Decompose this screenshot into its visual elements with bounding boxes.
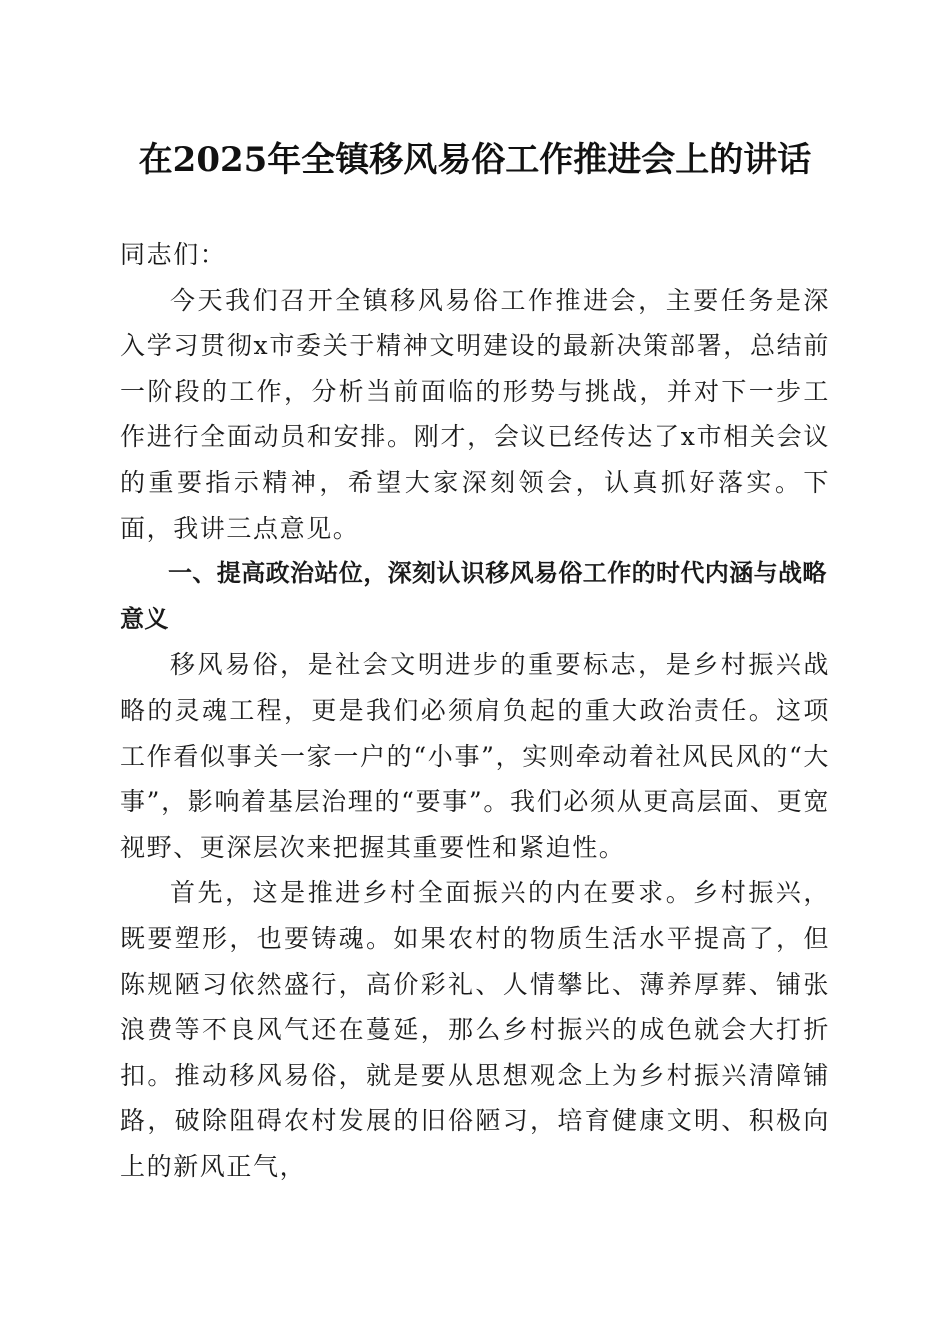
document-title: 在2025年全镇移风易俗工作推进会上的讲话 bbox=[138, 140, 812, 180]
section-heading: 一、提高政治站位，深刻认识移风易俗工作的时代内涵与战略意义 bbox=[120, 559, 827, 633]
section-paragraph: 移风易俗，是社会文明进步的重要标志，是乡村振兴战略的灵魂工程，更是我们必须肩负起的重大政治责任。这项工作看似事关一家一户的“小事”，实则牵动着社风民风的“大事”，影响着基层治理的“要事”。我们必须从更高层面、更宽视野、更深层次来把握其重要性和紧迫性。 bbox=[120, 650, 830, 862]
section-paragraph: 首先，这是推进乡村全面振兴的内在要求。乡村振兴，既要塑形，也要铸魂。如果农村的物质生活水平提高了，但陈规陋习依然盛行，高价彩礼、人情攀比、薄养厚葬、铺张浪费等不良风气还在蔓延，那么乡村振兴的成色就会大打折扣。推动移风易俗，就是要从思想观念上为乡村振兴清障铺路，破除阻碍农村发展的旧俗陋习，培育健康文明、积极向上的新风正气， bbox=[120, 878, 830, 1181]
document-body bbox=[120, 232, 830, 1189]
intro-paragraph: 今天我们召开全镇移风易俗工作推进会，主要任务是深入学习贯彻x市委关于精神文明建设的最新决策部署，总结前一阶段的工作，分析当前面临的形势与挑战，并对下一步工作进行全面动员和安排。刚才，会议已经传达了x市相关会议的重要指示精神，希望大家深刻领会，认真抓好落实。下面，我讲三点意见。 bbox=[120, 285, 830, 543]
salutation: 同志们： bbox=[120, 240, 227, 269]
